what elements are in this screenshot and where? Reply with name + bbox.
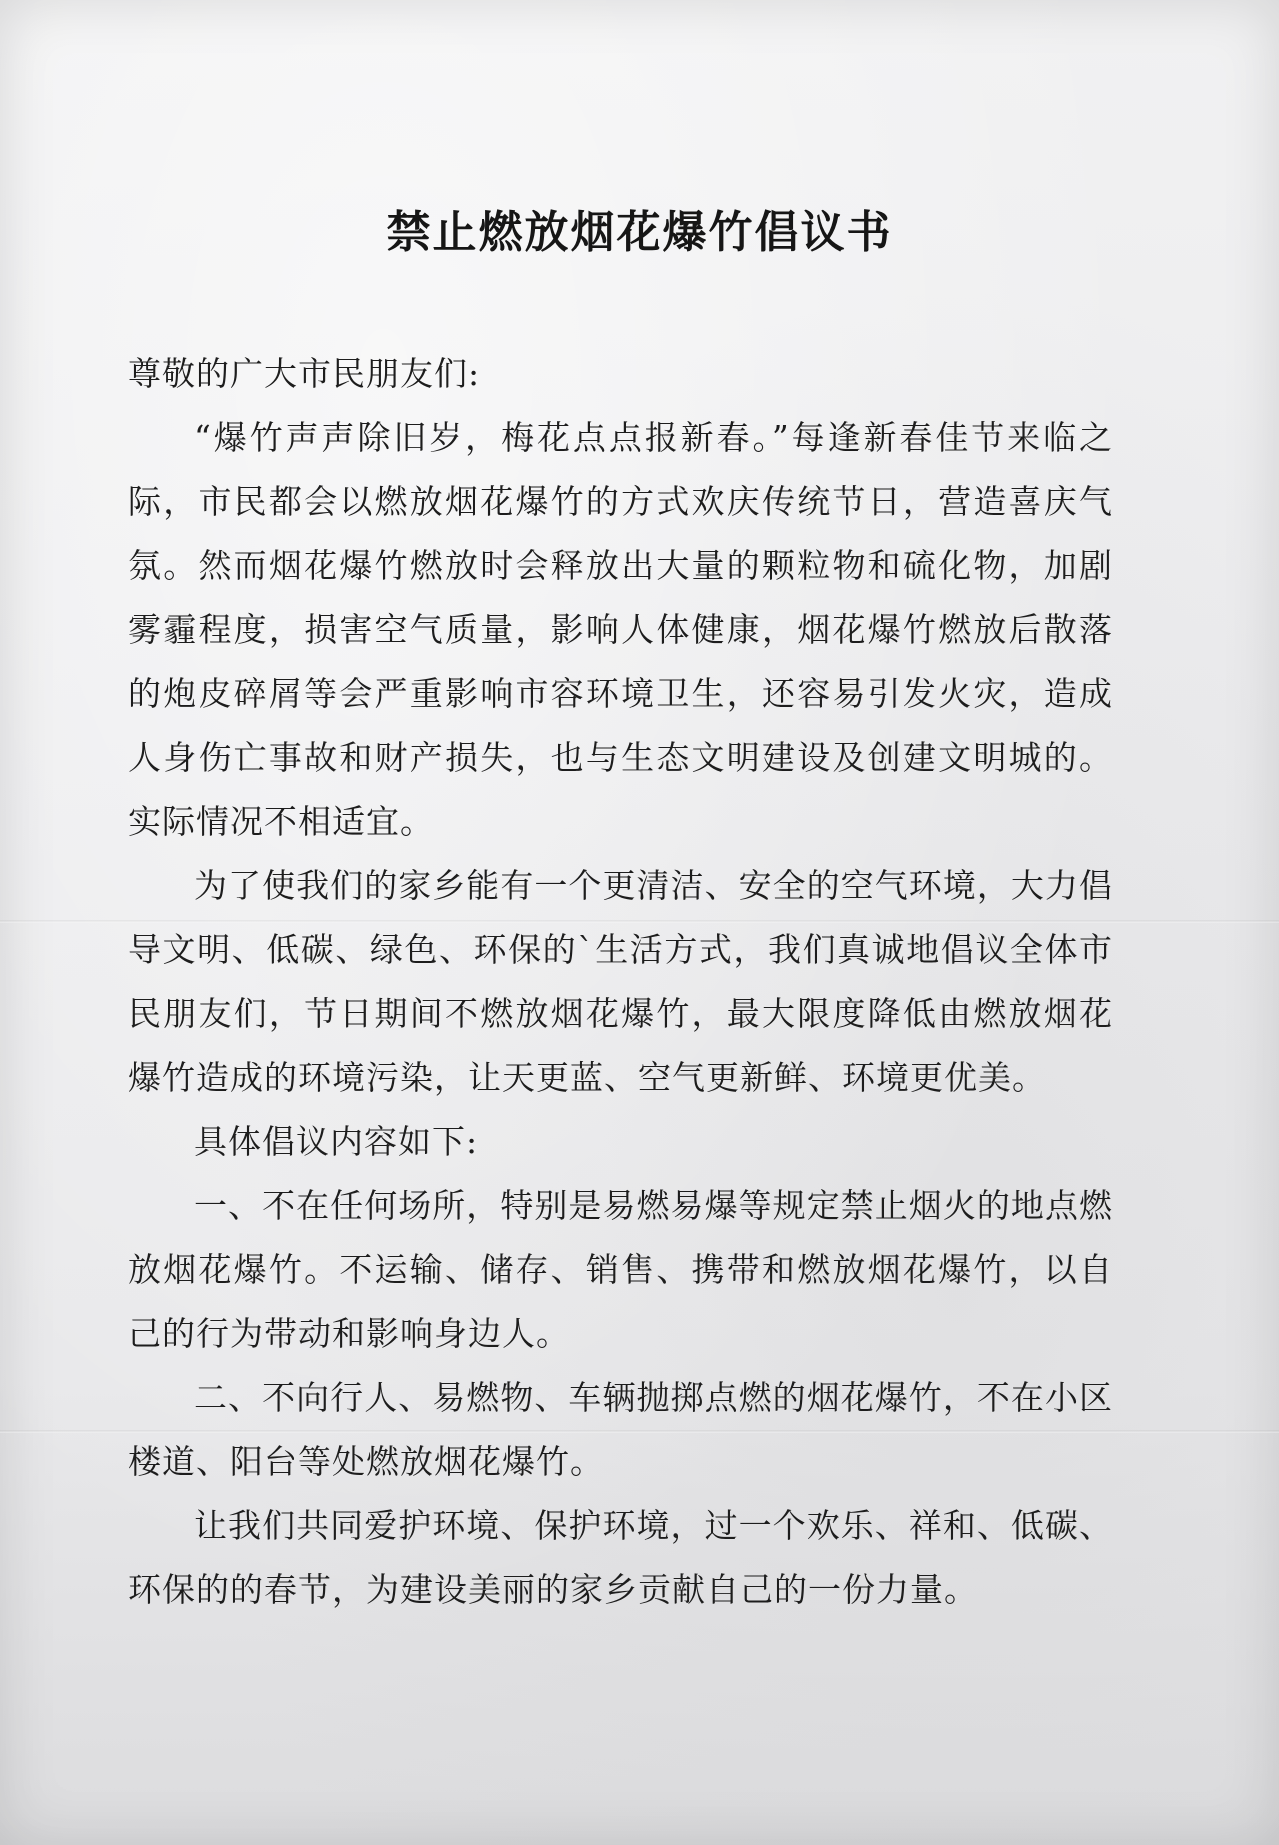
paragraph-item-two: 二、不向行人、易燃物、车辆抛掷点燃的烟花爆竹，不在小区楼道、阳台等处燃放烟花爆竹。 — [128, 1378, 1113, 1481]
salutation: 尊敬的广大市民朋友们: — [128, 354, 481, 393]
paragraph-closing: 让我们共同爱护环境、保护环境，过一个欢乐、祥和、低碳、环保的的春节，为建设美丽的家乡贡献自己的一份力量。 — [128, 1506, 1113, 1609]
document-title: 禁止燃放烟花爆竹倡议书 — [386, 207, 893, 258]
paragraph-appeal: 为了使我们的家乡能有一个更清洁、安全的空气环境，大力倡导文明、低碳、绿色、环保的`生活方式，我们真诚地倡议全体市民朋友们，节日期间不燃放烟花爆竹，最大限度降低由燃放烟花爆竹造成的环境污染，让天更蓝、空气更新鲜、环境更优美。 — [128, 866, 1113, 1097]
document-body — [128, 342, 1113, 1622]
paragraph-intro: “爆竹声声除旧岁，梅花点点报新春。”每逢新春佳节来临之际，市民都会以燃放烟花爆竹的方式欢庆传统节日，营造喜庆气氛。然而烟花爆竹燃放时会释放出大量的颗粒物和硫化物，加剧雾霾程度，损害空气质量，影响人体健康，烟花爆竹燃放后散落的炮皮碎屑等会严重影响市容环境卫生，还容易引发火灾，造成人身伤亡事故和财产损失，也与生态文明建设及创建文明城的。实际情况不相适宜。 — [128, 418, 1113, 841]
paragraph-list-heading: 具体倡议内容如下: — [194, 1122, 479, 1161]
paragraph-item-one: 一、不在任何场所，特别是易燃易爆等规定禁止烟火的地点燃放烟花爆竹。不运输、储存、销售、携带和燃放烟花爆竹，以自己的行为带动和影响身边人。 — [128, 1186, 1113, 1353]
